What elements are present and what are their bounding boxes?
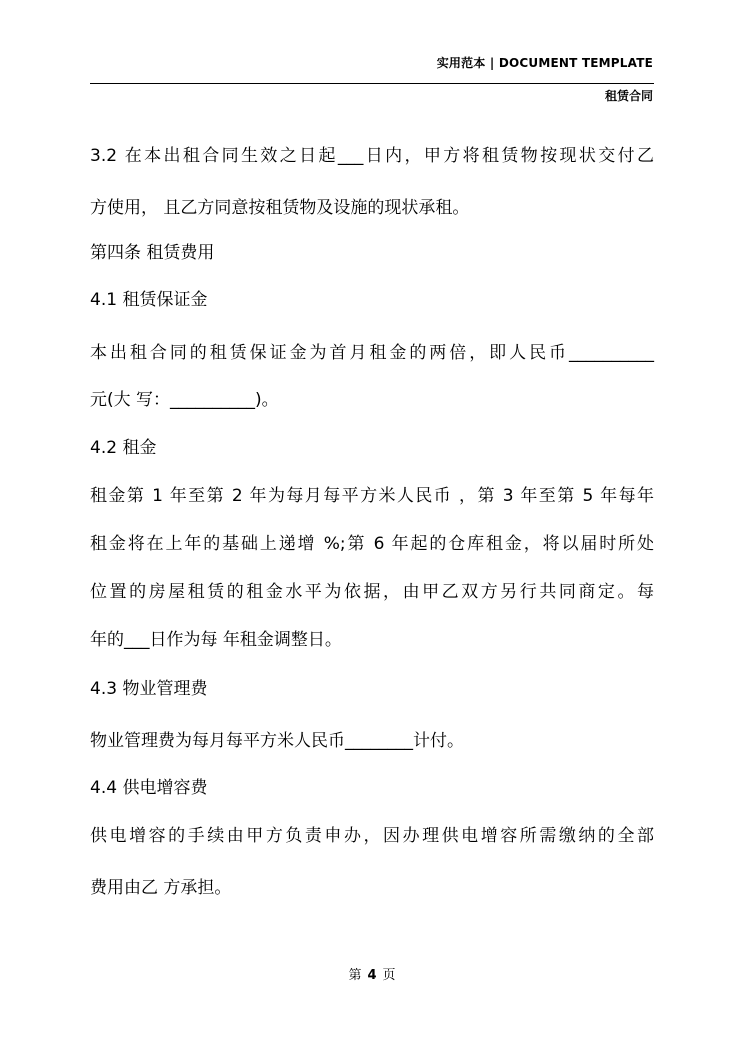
clause-3-2-line-1: 3.2 在本出租合同生效之日起___日内，甲方将租赁物按现状交付乙 (90, 146, 654, 166)
page-label-prefix: 第 (348, 968, 362, 983)
section-4-2-heading: 4.2 租金 (90, 438, 157, 458)
section-4-1-line-1: 本出租合同的租赁保证金为首月租金的两倍，即人民币__________ (90, 343, 654, 363)
header-title: 实用范本 | DOCUMENT TEMPLATE (436, 56, 653, 70)
section-4-2-line-1: 租金第 1 年至第 2 年为每月每平方米人民币 ，第 3 年至第 5 年每年 (90, 486, 654, 506)
page-label-suffix: 页 (382, 968, 396, 983)
clause-3-2-line-2: 方使用， 且乙方同意按租赁物及设施的现状承租。 (90, 198, 470, 218)
section-4-2-line-2: 租金将在上年的基础上递增 %;第 6 年起的仓库租金，将以届时所处 (90, 534, 654, 554)
page-footer (0, 964, 744, 983)
section-4-1-heading: 4.1 租赁保证金 (90, 290, 208, 310)
section-4-3-heading: 4.3 物业管理费 (90, 679, 208, 699)
section-4-2-line-4: 年的___日作为每 年租金调整日。 (90, 630, 342, 650)
article-4-heading: 第四条 租赁费用 (90, 243, 215, 263)
section-4-4-heading: 4.4 供电增容费 (90, 778, 208, 798)
section-4-3-line-1: 物业管理费为每月每平方米人民币________计付。 (90, 731, 464, 751)
section-4-4-line-2: 费用由乙 方承担。 (90, 878, 232, 898)
page-number: 4 (367, 968, 377, 983)
section-4-1-line-2: 元(大 写：__________)。 (90, 390, 279, 410)
header-subtitle: 租赁合同 (604, 89, 653, 103)
section-4-2-line-3: 位置的房屋租赁的租金水平为依据，由甲乙双方另行共同商定。每 (90, 582, 654, 602)
header-divider (90, 83, 654, 84)
section-4-4-line-1: 供电增容的手续由甲方负责申办，因办理供电增容所需缴纳的全部 (90, 826, 654, 846)
